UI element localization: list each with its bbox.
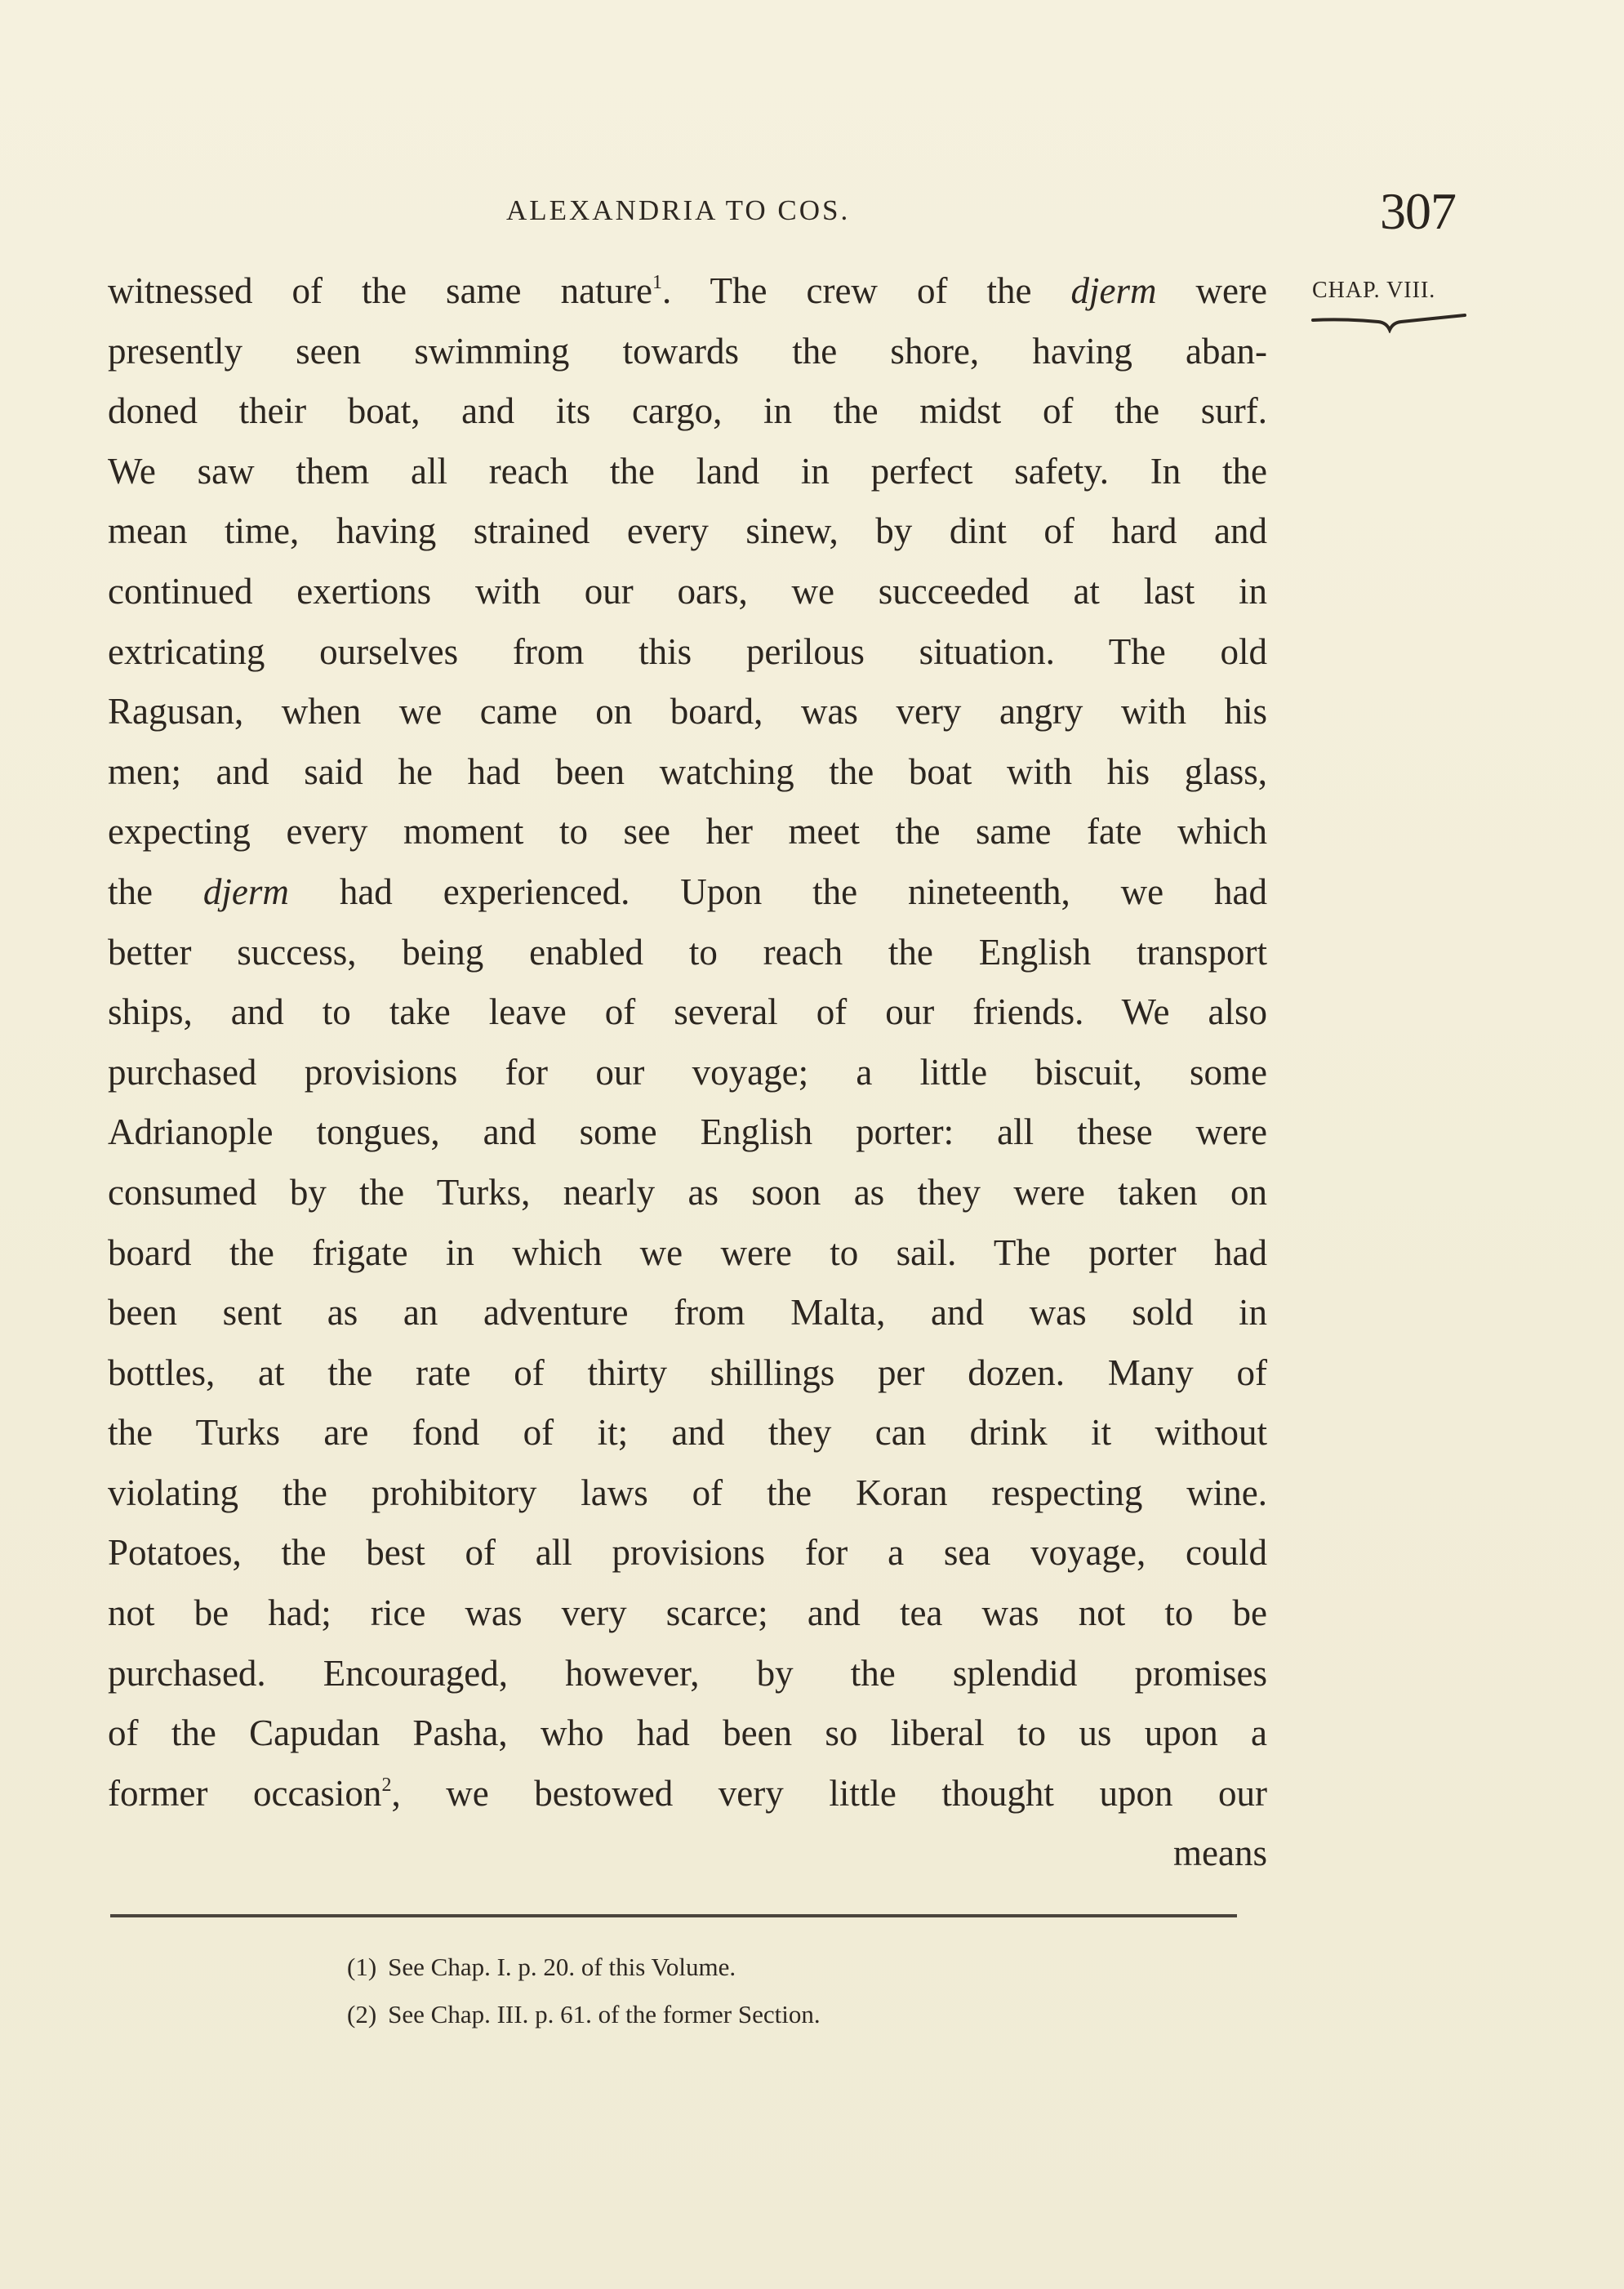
text-line: We saw them all reach the land in perfect safety. In the [108,450,1267,492]
text-line: bottles, at the rate of thirty shillings per dozen. Many of [108,1352,1267,1393]
footnote-number: (2) [347,2000,377,2028]
text-line: of the Capudan Pasha, who had been so liberal to us upon a [108,1712,1267,1754]
text-line: continued exertions with our oars, we succeeded at last in [108,570,1267,612]
footnote [347,1991,821,2038]
text-line: better success, being enabled to reach the English transport [108,931,1267,973]
text-line: the Turks are fond of it; and they can drink it without [108,1412,1267,1454]
text-line: former occasion$^2$, we bestowed very little thought upon our [108,1772,1267,1814]
text-line: violating the prohibitory laws of the Koran respecting wine. [108,1472,1267,1513]
footnote-rule [110,1914,1237,1917]
page-number: 307 [1380,182,1456,240]
text-line: purchased provisions for our voyage; a little biscuit, some [108,1051,1267,1093]
chapter-label: CHAP. VIII. [1312,278,1436,303]
text-line: mean time, having strained every sinew, by dint of hard and [108,510,1267,552]
text-line: consumed by the Turks, nearly as soon as they were taken on [108,1171,1267,1213]
text-line: ships, and to take leave of several of our friends. We also [108,991,1267,1033]
text-line: men; and said he had been watching the boat with his glass, [108,750,1267,792]
text-line: the djerm had experienced. Upon the nineteenth, we had [108,871,1267,912]
text-line: expecting every moment to see her meet the same fate which [108,811,1267,853]
body-text [108,261,1267,1884]
footnote-ref[interactable]: 1 [652,272,662,293]
text-line: been sent as an adventure from Malta, and was sold in [108,1292,1267,1334]
text-line: board the frigate in which we were to sail. The porter had [108,1231,1267,1273]
footnotes [347,1944,821,2038]
chapter-brace-ornament [1311,314,1466,333]
text-line: presently seen swimming towards the shore, having aban- [108,330,1267,372]
text-line: purchased. Encouraged, however, by the splendid promises [108,1652,1267,1694]
text-line: Ragusan, when we came on board, was very angry with his [108,691,1267,733]
footnote-number: (1) [347,1953,377,1981]
footnote-text: See Chap. III. p. 61. of the former Section. [388,2000,821,2028]
catchword: means [1173,1833,1267,1874]
text-line: Potatoes, the best of all provisions for a sea voyage, could [108,1532,1267,1574]
footnote [347,1944,821,1991]
text-line: extricating ourselves from this perilous situation. The old [108,630,1267,672]
footnote-text: See Chap. I. p. 20. of this Volume. [388,1953,736,1981]
text-line: Adrianople tongues, and some English porter: all these were [108,1111,1267,1153]
text-line: doned their boat, and its cargo, in the midst of the surf. [108,390,1267,432]
footnote-ref[interactable]: 2 [381,1774,392,1796]
text-line: witnessed of the same nature$^1$. The crew of the djerm were [108,270,1267,311]
running-title: ALEXANDRIA TO COS. [506,194,851,226]
text-line: not be had; rice was very scarce; and tea was not to be [108,1592,1267,1634]
